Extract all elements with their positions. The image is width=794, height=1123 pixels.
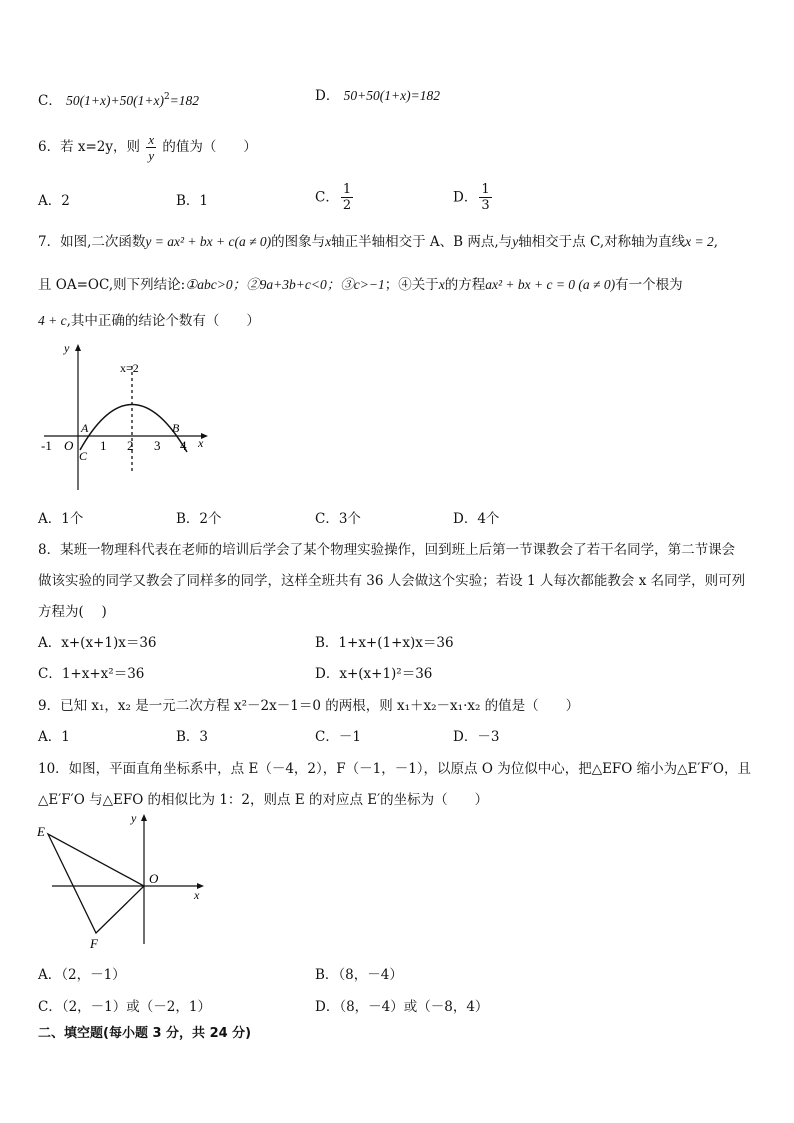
q6-option-d-fraction xyxy=(479,182,491,213)
q6-option-d-den: 3 xyxy=(481,198,490,213)
q10-option-d-label: D． xyxy=(315,999,340,1015)
q7-option-c-label: C． xyxy=(315,511,339,527)
q6-option-d[interactable] xyxy=(453,182,494,213)
q7-y-var: y xyxy=(512,234,519,249)
q6-option-d-num: 1 xyxy=(481,182,490,197)
q10-option-b-value: （8，－4） xyxy=(338,967,403,983)
q9-option-b-value: 3 xyxy=(199,729,209,745)
q7-fig-point-b: B xyxy=(172,421,180,435)
q8-option-b-value: 1+x+(1+x)x＝36 xyxy=(338,635,454,651)
q7-fig-tick-neg1: -1 xyxy=(41,438,52,453)
q8-option-c-value: 1+x+x²＝36 xyxy=(61,666,145,682)
q7-conclusion-4-a: ；④关于 xyxy=(384,277,439,293)
q6-option-a-label: A． xyxy=(38,193,62,209)
q7-fig-tick-4: 4 xyxy=(180,438,187,453)
q8-option-d-label: D． xyxy=(315,666,340,682)
q5-option-c-label: C． xyxy=(38,93,62,109)
q7-parabola-figure xyxy=(36,340,216,498)
q7-option-d[interactable] xyxy=(453,510,499,528)
q8-option-c-label: C． xyxy=(38,666,62,682)
q6-option-a[interactable] xyxy=(38,192,70,210)
q9-option-b-label: B． xyxy=(176,729,200,745)
q7-fig-point-a: A xyxy=(81,421,89,435)
q9-option-c[interactable] xyxy=(315,728,361,746)
q7-y-arrow xyxy=(75,344,81,351)
q7-fig-x-label: x xyxy=(198,436,204,450)
q7-option-a-label: A． xyxy=(38,511,62,527)
q10-option-d-value: （8，－4）或（－8，4） xyxy=(339,999,489,1015)
q6-option-b[interactable] xyxy=(176,192,208,210)
q10-line-1: 10．如图，平面直角坐标系中，点 E（－4，2），F（－1，－1），以原点 O 为位似中心，把△EFO 缩小为△E′F′O，且 xyxy=(38,761,751,777)
q6-question xyxy=(38,132,257,163)
q10-option-b-label: B． xyxy=(315,967,339,983)
q10-option-a-value: （2，－1） xyxy=(61,967,126,983)
q6-option-c-label: C． xyxy=(315,189,339,206)
q5-option-c-exponent: 2 xyxy=(163,92,170,102)
q10-line-2: △E′F′O 与△EFO 的相似比为 1：2，则点 E 的对应点 E′的坐标为（ ） xyxy=(38,792,489,808)
q9-option-d-value: －3 xyxy=(477,729,500,745)
q6-option-b-value: 1 xyxy=(199,193,209,209)
q7-fig-point-c: C xyxy=(79,449,88,463)
q7-root-expr: 4 + c xyxy=(38,313,67,328)
q9-option-b[interactable] xyxy=(176,728,208,746)
q6-fraction-den: y xyxy=(148,148,155,163)
q7-line-1 xyxy=(38,233,718,251)
q10-fig-origin: O xyxy=(149,871,159,886)
q7-fig-tick-3: 3 xyxy=(154,438,161,453)
q10-y-arrow xyxy=(141,814,147,821)
q7-option-c[interactable] xyxy=(315,510,361,528)
q7-option-d-label: D． xyxy=(453,511,478,527)
q8-option-d-value: x+(x+1)²＝36 xyxy=(339,666,433,682)
q7-conclusion-1: ①abc>0 xyxy=(185,277,233,292)
q6-option-b-label: B． xyxy=(176,193,200,209)
q7-text-end: , xyxy=(713,234,719,250)
q10-option-c-label: C． xyxy=(38,999,62,1015)
q7-option-a[interactable] xyxy=(38,510,83,528)
q9-option-c-value: －1 xyxy=(338,729,361,745)
q9-option-a-label: A． xyxy=(38,729,62,745)
q7-option-a-value: 1个 xyxy=(61,511,84,527)
q7-fig-origin: O xyxy=(64,438,74,453)
q10-triangle-efo xyxy=(48,834,144,933)
q8-option-b[interactable] xyxy=(315,634,454,652)
q10-fig-x-label: x xyxy=(194,888,200,902)
q7-fig-tick-2: 2 xyxy=(127,438,134,453)
q5-option-c[interactable] xyxy=(38,88,199,110)
q6-option-c[interactable] xyxy=(315,182,355,213)
q7-conclusion-4-b: 的方程 xyxy=(444,277,486,293)
q8-option-a-value: x+(x+1)x＝36 xyxy=(61,635,157,651)
q10-option-d[interactable] xyxy=(315,998,488,1016)
q10-triangle-figure xyxy=(34,812,214,952)
q7-option-d-value: 4个 xyxy=(477,511,500,527)
q9-option-d[interactable] xyxy=(453,728,499,746)
q7-text-c: 轴正半轴相交于 A、B 两点,与 xyxy=(331,234,513,250)
q5-option-d-label: D． xyxy=(315,88,340,104)
q10-fig-point-e: E xyxy=(37,824,45,839)
q7-conclusion-3: ；③c>−1 xyxy=(326,277,385,292)
q7-line3-text: ,其中正确的结论个数有（ ） xyxy=(66,313,260,329)
q10-option-c-value: （2，－1）或（－2，1） xyxy=(61,999,211,1015)
q7-axis-expr: x = 2 xyxy=(685,234,714,249)
q9-option-a-value: 1 xyxy=(61,729,70,745)
q6-fraction xyxy=(146,132,156,163)
q10-fig-point-f: F xyxy=(90,936,98,951)
q10-option-c[interactable] xyxy=(38,998,211,1016)
q6-fraction-num: x xyxy=(148,132,155,147)
q6-option-c-den: 2 xyxy=(342,198,352,213)
q10-option-a[interactable] xyxy=(38,966,126,984)
q6-option-c-fraction xyxy=(341,182,353,213)
q6-suffix: 的值为（ ） xyxy=(162,139,257,155)
q7-fig-axis-label: x=2 xyxy=(120,361,139,375)
section-2-heading: 二、填空题(每小题 3 分，共 24 分) xyxy=(38,1026,252,1041)
q6-prefix: 6．若 x=2y，则 xyxy=(38,139,141,155)
q8-line-2: 做该实验的同学又教会了同样多的同学，这样全班共有 36 人会做这个实验；若设 1 人每次都能教会 x 名同学，则可列 xyxy=(38,573,746,589)
q6-option-c-num: 1 xyxy=(342,182,352,197)
q10-option-b[interactable] xyxy=(315,966,403,984)
q7-option-b[interactable] xyxy=(176,510,222,528)
q7-text-b: 的图象与 xyxy=(271,234,326,250)
q9-option-a[interactable] xyxy=(38,728,70,746)
q7-conclusion-2: ；②9a+3b+c<0 xyxy=(232,277,327,292)
q5-option-d[interactable] xyxy=(315,87,440,105)
q7-option-c-value: 3个 xyxy=(338,511,361,527)
q9-option-d-label: D． xyxy=(453,729,478,745)
q7-fig-y-label: y xyxy=(64,341,70,355)
q7-fig-tick-1: 1 xyxy=(100,438,107,453)
q7-function-expr: y = ax² + bx + c(a ≠ 0) xyxy=(145,234,272,249)
q7-parabola-curve xyxy=(80,404,187,452)
q7-conclusion-4-c: 有一个根为 xyxy=(615,277,683,293)
q7-line-2 xyxy=(38,276,683,294)
q8-option-a-label: A． xyxy=(38,635,62,651)
q5-option-c-rhs: =182 xyxy=(169,93,200,108)
q7-option-b-value: 2个 xyxy=(199,511,222,527)
q6-option-d-label: D． xyxy=(453,189,478,206)
q8-option-c[interactable] xyxy=(38,665,144,683)
q8-line-1: 8．某班一物理科代表在老师的培训后学会了某个物理实验操作，回到班上后第一节课教会了若干名同学，第二节课会 xyxy=(38,542,736,558)
q10-fig-y-label: y xyxy=(131,812,137,825)
q9-question: 9．已知 x₁，x₂ 是一元二次方程 x²－2x－1＝0 的两根，则 x₁＋x₂－x₁·x₂ 的值是（ ） xyxy=(38,698,580,714)
q8-option-a[interactable] xyxy=(38,634,157,652)
q10-option-a-label: A． xyxy=(38,967,62,983)
q9-option-c-label: C． xyxy=(315,729,339,745)
q6-option-a-value: 2 xyxy=(61,193,70,209)
q8-option-d[interactable] xyxy=(315,665,432,683)
q7-option-b-label: B． xyxy=(176,511,200,527)
q7-conclusion-4-x: x xyxy=(438,277,445,292)
q7-conclusion-4-expr: ax² + bx + c = 0 (a ≠ 0) xyxy=(485,277,616,292)
q5-option-d-expr: 50+50(1+x)=182 xyxy=(343,88,440,103)
q8-option-b-label: B． xyxy=(315,635,339,651)
q7-text-d: 轴相交于点 C,对称轴为直线 xyxy=(518,234,686,250)
q7-line2-text: 且 OA=OC,则下列结论: xyxy=(38,277,186,293)
q7-line-3 xyxy=(38,312,260,330)
q8-line-3: 方程为( ) xyxy=(38,604,107,620)
q5-option-c-expr: 50(1+x)+50(1+x) xyxy=(66,93,164,108)
q7-x-var: x xyxy=(325,234,332,249)
q7-text-a: 7．如图,二次函数 xyxy=(38,234,146,250)
